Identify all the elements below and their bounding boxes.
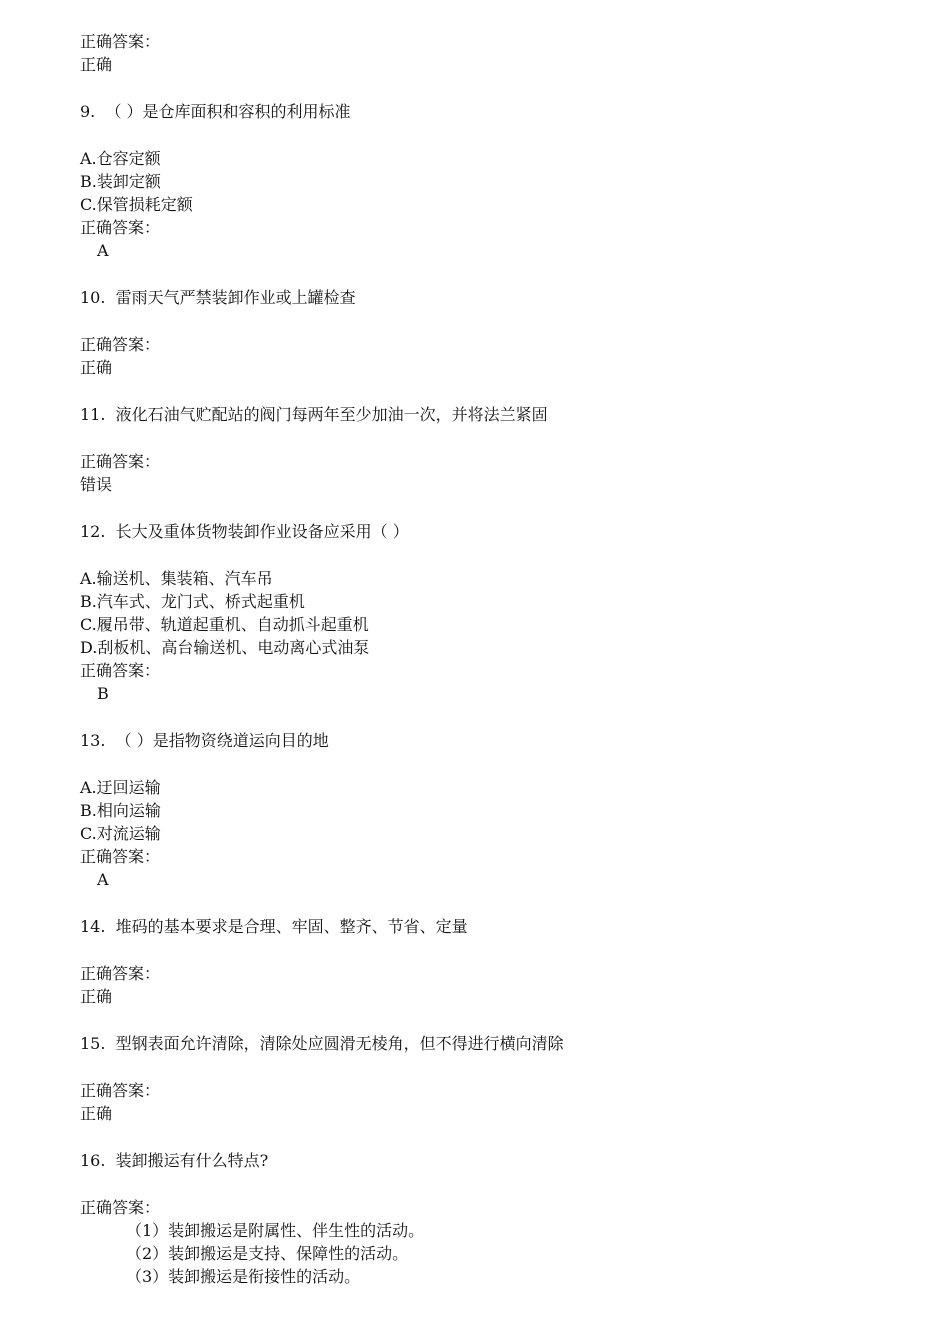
question-number: 9. [80,102,96,121]
answer-label: 正确答案： [80,1081,161,1100]
question-text: 长大及重体货物装卸作业设备应采用（ ） [115,522,409,541]
answer-value: 错误 [80,475,113,494]
answer-value: A [97,241,109,260]
question-text: 液化石油气贮配站的阀门每两年至少加油一次，并将法兰紧固 [115,405,548,424]
question-text: （ ）是仓库面积和容积的利用标准 [105,102,351,121]
question-9 [80,100,880,123]
answer-label: 正确答案： [80,1198,161,1217]
question-text: 堆码的基本要求是合理、牢固、整齐、节省、定量 [115,917,468,936]
question-10 [80,286,880,309]
answer-value: B [97,684,109,703]
answer-label: 正确答案： [80,847,161,866]
option: C.对流运输 [80,824,161,843]
answer-value: 正确 [80,1104,113,1123]
question-text: （ ）是指物资绕道运向目的地 [115,731,329,750]
question-number: 16. [80,1151,106,1170]
answer-value: A [97,870,109,889]
option: A.迂回运输 [80,778,161,797]
option: A.输送机、集装箱、汽车吊 [80,569,273,588]
question-13 [80,729,880,752]
question-number: 14. [80,917,106,936]
answer-value: 正确 [80,358,113,377]
question-number: 11. [80,405,106,424]
answer-line: （1）装卸搬运是附属性、伴生性的活动。 [126,1221,425,1240]
answer-value: 正确 [80,987,113,1006]
answer-line: （3）装卸搬运是衔接性的活动。 [126,1267,361,1286]
answer-label: 正确答案： [80,661,161,680]
answer-label: 正确答案： [80,452,161,471]
question-11 [80,403,880,426]
document-page [80,30,880,1288]
question-14 [80,915,880,938]
option: B.汽车式、龙门式、桥式起重机 [80,592,305,611]
answer-value: 正确 [80,55,113,74]
question-text: 雷雨天气严禁装卸作业或上罐检查 [115,288,356,307]
question-12 [80,520,880,543]
question-number: 15. [80,1034,106,1053]
question-16 [80,1149,880,1172]
option: C.履吊带、轨道起重机、自动抓斗起重机 [80,615,369,634]
answer-label: 正确答案： [80,964,161,983]
answer-label: 正确答案： [80,218,161,237]
option: C.保管损耗定额 [80,195,193,214]
question-text: 型钢表面允许清除，清除处应圆滑无棱角，但不得进行横向清除 [115,1034,564,1053]
question-text: 装卸搬运有什么特点? [115,1151,269,1170]
question-number: 10. [80,288,106,307]
question-number: 13. [80,731,106,750]
option: B.装卸定额 [80,172,161,191]
answer-label: 正确答案： [80,32,161,51]
answer-line: （2）装卸搬运是支持、保障性的活动。 [126,1244,409,1263]
option: A.仓容定额 [80,149,161,168]
option: D.刮板机、高台输送机、电动离心式油泵 [80,638,370,657]
question-15 [80,1032,880,1055]
answer-label: 正确答案： [80,335,161,354]
option: B.相向运输 [80,801,161,820]
question-number: 12. [80,522,106,541]
